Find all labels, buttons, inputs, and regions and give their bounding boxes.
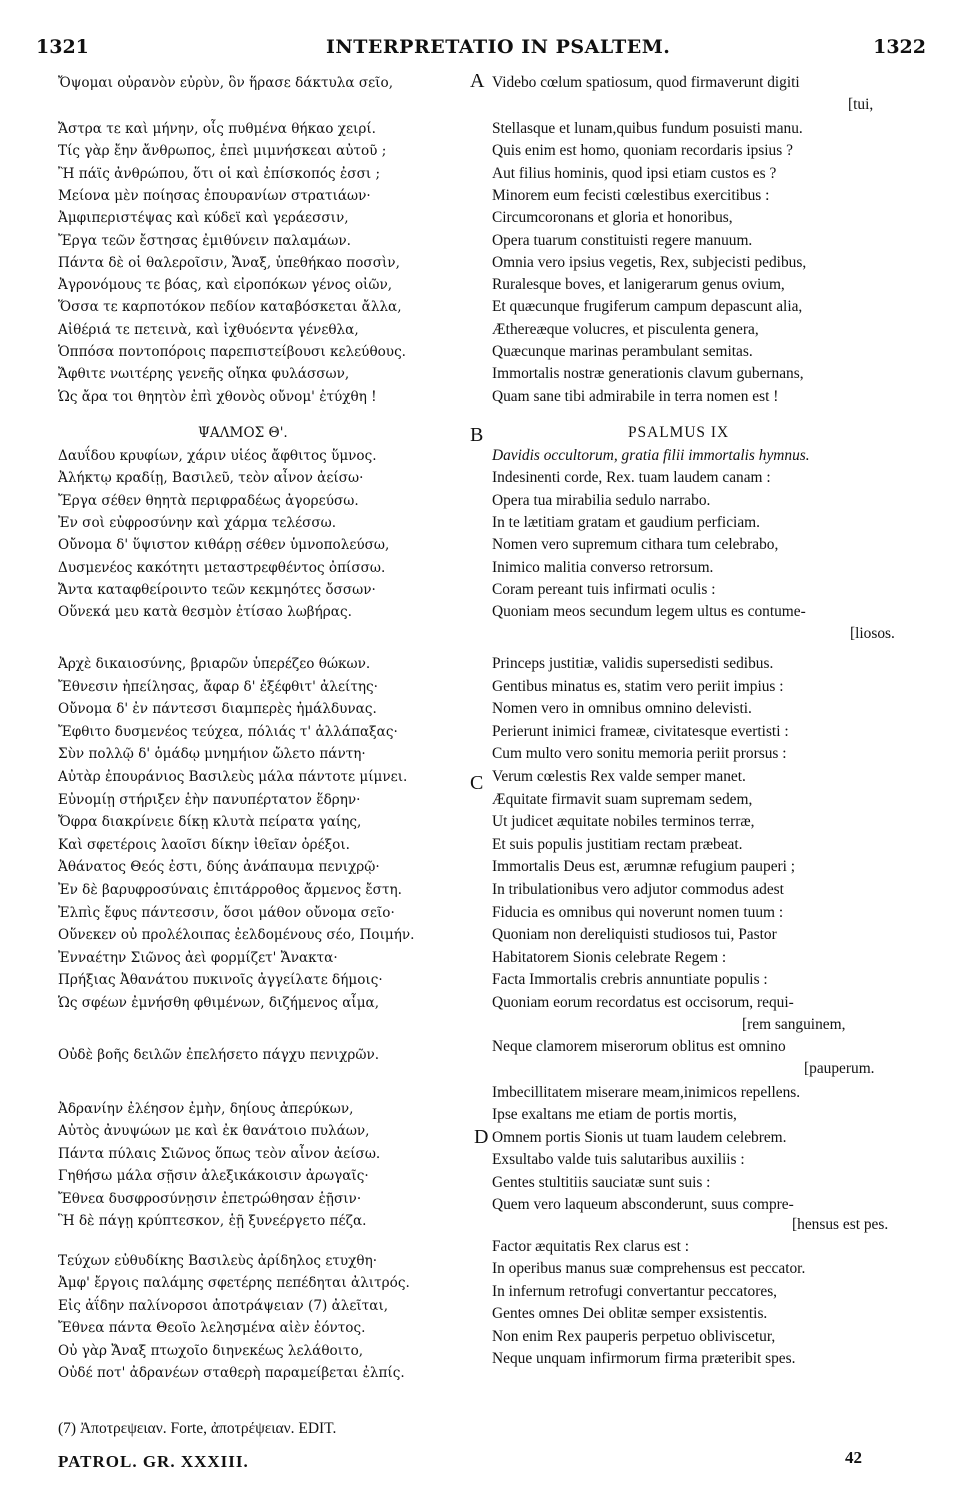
greek-line: ΨΑΛΜΟΣ Θ'.	[198, 425, 288, 441]
greek-line: Ὄψομαι οὐρανὸν εὐρὺν, ὃν ἥρασε δάκτυλα σεῖο,	[58, 75, 394, 91]
margin-marker-d: D	[474, 1126, 489, 1148]
greek-line: Εὐνομίῃ στήριξεν ἑὴν πανυπέρτατον ἕδρην·	[58, 791, 361, 808]
latin-line: Non enim Rex pauperis perpetuo obliviscetur,	[492, 1327, 776, 1345]
greek-line: Ὡς ἄρα τοι θηητὸν ἐπὶ χθονὸς οὔνομ' ἐτύχθη !	[58, 388, 377, 405]
latin-line: Neque unquam infirmorum firma præteribit spes.	[492, 1350, 796, 1367]
latin-line: Gentes stultitiis sauciatæ sunt suis :	[492, 1173, 711, 1191]
greek-line: Ἐν δὲ βαρυφροσύναις ἐπιτάρροθος ἄρμενος ἔστη.	[58, 882, 402, 898]
latin-line: Omnem portis Sionis ut tuam laudem celebrem.	[492, 1128, 787, 1146]
latin-line: Æthereæque volucres, et pisculenta genera,	[492, 320, 759, 338]
latin-line: Facta Immortalis crebris annuntiate populis :	[492, 971, 768, 989]
latin-line: Æquitate firmavit suam supremam sedem,	[492, 790, 753, 808]
greek-line: Οὐ γὰρ Ἄναξ πτωχοῖο διηνεκέως λελάθοιτο,	[58, 1342, 364, 1359]
greek-line: Δαυΐδου κρυφίων, χάριν υἱέος ἄφθιτος ὕμνος.	[58, 448, 377, 464]
latin-line: Gentes omnes Dei oblitæ semper exsistentis.	[492, 1305, 768, 1323]
greek-line: Ἐν σοὶ εὐφροσύνην καὶ χάρμα τελέσσω.	[58, 514, 337, 531]
latin-line: Exsultabo valde tuis salutaribus auxiliis :	[492, 1151, 745, 1169]
running-title: INTERPRETATIO IN PSALTEM.	[326, 36, 671, 58]
greek-line: Οὐδέ ποτ' ἀδρανέων σταθερὴ παραμείβεται ἐλπίς.	[58, 1365, 405, 1381]
greek-line: Ὁππόσα ποντοπόροις παρεπιστείβουσι κελεύθους.	[58, 344, 407, 360]
margin-marker-b: B	[470, 424, 484, 446]
greek-line: Τίς γὰρ ἔην ἄνθρωπος, ἐπεὶ μιμνήσκεαι αὐτοῦ ;	[58, 143, 387, 160]
greek-line: Τεύχων εὐθυδίκης Βασιλεὺς ἀρίδηλος ετυχθη·	[58, 1253, 378, 1269]
latin-line: Gentibus minatus es, statim vero periit impius :	[492, 677, 784, 695]
latin-line: Minorem eum fecisti cœlestibus exercitibus :	[492, 186, 770, 204]
latin-line: Quam sane tibi admirabile in terra nomen est !	[492, 387, 779, 405]
series-imprint: PATROL. GR. XXXIII.	[58, 1452, 249, 1471]
latin-line: Nomen vero in omnibus omnino delevisti.	[492, 700, 752, 718]
latin-line: PSALMUS IX	[628, 424, 730, 441]
greek-line: Ἄντα καταφθείροιντο τεῶν κεκμηότες ὄσσων·	[58, 581, 376, 598]
latin-line: Ut judicet æquitate nobiles terminos terræ,	[492, 813, 755, 831]
latin-line: [hensus est pes.	[792, 1216, 889, 1233]
latin-line: Habitatorem Sionis celebrate Regem :	[492, 948, 727, 966]
latin-line: Imbecillitatem miserare meam,inimicos repellens.	[492, 1084, 801, 1101]
latin-line: Quoniam eorum recordatus est occisorum, requi-	[492, 994, 794, 1011]
signature-number: 42	[845, 1448, 862, 1467]
greek-line: Οὕνεκεν οὐ προλέλοιπας ἐελδομένους σέο, Ποιμήν.	[58, 927, 415, 944]
greek-line: Ἀλήκτῳ κραδίῃ, Βασιλεῦ, τεὸν αἶνον ἀείσω·	[58, 470, 364, 487]
latin-line: Aut filius hominis, quod ipsi etiam custos es ?	[492, 164, 777, 182]
latin-line: Verum cœlestis Rex valde semper manet.	[492, 768, 746, 785]
greek-line: Αὐτὰρ ἐπουράνιος Βασιλεὺς μάλα πάντοτε μίμνει.	[58, 769, 408, 785]
greek-line: Ἀμφ' ἔργοις παλάμης σφετέρης πεπέδηται ἀλιτρός.	[58, 1275, 410, 1292]
greek-line: Οὔνομα δ' ἐν πάντεσσι διαμπερὲς ἠμάλδυνας.	[58, 701, 377, 718]
latin-line: Immortalis nostræ generationis clavum gubernans,	[492, 365, 804, 383]
greek-line: Μείονα μὲν ποίησας ἐπουρανίων στρατιάων·	[58, 187, 371, 204]
greek-line: Ἄστρα τε καὶ μήνην, οἷς πυθμένα θήκαο χειρί.	[58, 121, 377, 137]
greek-line: Ἀρχὲ δικαιοσύνης, βριαρῶν ὑπερέζεο θώκων.	[58, 656, 371, 672]
greek-line: Ἀγρονόμους τε βόας, καὶ εἰροπόκων γένος οἰῶν,	[58, 277, 393, 294]
latin-line: [rem sanguinem,	[742, 1016, 846, 1033]
latin-line: In operibus manus suæ comprehensus est peccator.	[492, 1260, 806, 1278]
latin-line: Videbo cœlum spatiosum, quod firmaverunt digiti	[492, 74, 800, 91]
greek-line: Ἣ δὲ πάγῃ κρύπτεσκον, ἑῇ ξυνεέργετο πέζα.	[58, 1213, 367, 1229]
latin-line: Coram pereant tuis infirmati oculis :	[492, 580, 716, 598]
greek-line: Ἔργα σέθεν θηητὰ περιφραδέως ἀγορεύσω.	[58, 492, 359, 509]
greek-line: Αὐτὸς ἀνυψώων με καὶ ἐκ θανάτοιο πυλάων,	[58, 1123, 370, 1140]
greek-line: Οὐδὲ βοῆς δειλῶν ἐπελήσετο πάγχυ πενιχρῶν.	[58, 1047, 380, 1063]
latin-line: [tui,	[848, 96, 874, 113]
latin-line: Factor æquitatis Rex clarus est :	[492, 1238, 690, 1255]
latin-line: In infernum retrofugi convertantur peccatores,	[492, 1282, 778, 1300]
greek-line: Ἔθνεα δυσφροσύνῃσιν ἐπετρώθησαν ἑῇσιν·	[58, 1190, 362, 1207]
greek-line: Ὅσσα τε καρποτόκον πεδίον καταβόσκεται ἄλλα,	[58, 299, 402, 316]
latin-line: Omnia vero ipsius vegetis, Rex, subjecisti pedibus,	[492, 253, 807, 271]
latin-line: Stellasque et lunam,quibus fundum posuisti manu.	[492, 120, 803, 137]
greek-line: Καὶ σφετέροις λαοῖσι δίκην ἰθεῖαν ὀρέξοι.	[58, 836, 351, 853]
greek-line: Αἰθέριά τε πετεινὰ, καὶ ἰχθυόεντα γένεθλα,	[58, 321, 359, 338]
latin-line: Immortalis Deus est, ærumnæ refugium pauperi ;	[492, 858, 796, 876]
latin-line: Neque clamorem miserorum oblitus est omnino	[492, 1038, 786, 1055]
latin-line: Cum multo vero sonitu memoria periit prorsus :	[492, 745, 787, 763]
latin-line: Inimico malitia converso retrorsum.	[492, 558, 714, 576]
page-header	[36, 36, 926, 66]
latin-line: Et suis populis justitiam rectam præbeat.	[492, 835, 743, 853]
greek-line: Δυσμενέος κακότητι μεταστρεφθέντος ὀπίσσω.	[58, 559, 386, 576]
latin-line: Ipse exaltans me etiam de portis mortis,	[492, 1106, 737, 1124]
latin-line: Quis enim est homo, quoniam recordaris ipsius ?	[492, 142, 793, 160]
latin-line: Quæcunque marinas perambulant semitas.	[492, 343, 753, 360]
latin-line: Princeps justitiæ, validis supersedisti sedibus.	[492, 655, 774, 672]
greek-line: Ἔφθιτο δυσμενέος τεύχεα, πόλιάς τ' ἀλλάπαξας·	[58, 723, 398, 740]
greek-line: Ἐνναέτην Σιῶνος ἀεὶ φορμίζετ' Ἄνακτα·	[58, 949, 338, 966]
footnote: (7) Ἀποτρεψειαν. Forte, ἀποτρέψειαν. EDIT.	[58, 1420, 337, 1437]
latin-line: Quoniam meos secundum legem ultus es contume-	[492, 603, 806, 621]
greek-line: Ἀδρανίην ἐλέησον ἐμὴν, δηίους ἀπερύκων,	[58, 1101, 354, 1117]
greek-line: Ἔθνεσιν ἠπείλησας, ἄφαρ δ' ἐξέφθιτ' ἀλείτης·	[58, 678, 378, 695]
greek-line: Εἰς ἀΐδην παλίνορσοι ἀποτράψειαν (7) ἀλεῖται,	[58, 1297, 389, 1314]
greek-line: Ὡς σφέων ἐμνήσθη φθιμένων, διζήμενος αἷμα,	[58, 995, 380, 1011]
greek-line: Ὄφρα διακρίνειε δίκῃ κλυτὰ πείρατα γαίης,	[58, 814, 362, 831]
page-number-left: 1321	[36, 36, 89, 58]
greek-line: Πάντα δὲ οἱ θαλεροῖσιν, Ἄναξ, ὑπεθήκαο ποσσὶν,	[58, 254, 400, 271]
latin-line: Indesinenti corde, Rex. tuam laudem canam :	[492, 469, 771, 487]
latin-line: Davidis occultorum, gratia filii immortalis hymnus.	[492, 447, 810, 464]
greek-line: Ἔθνεα πάντα Θεοῖο λελησμένα αἰὲν ἐόντος.	[58, 1320, 366, 1337]
latin-line: In tribulationibus vero adjutor commodus adest	[492, 881, 784, 898]
greek-line: Ἢ πάϊς ἀνθρώπου, ὅτι οἱ καὶ ἐπίσκοπός ἐσσι ;	[58, 165, 381, 182]
latin-line: In te lætitiam gratam et gaudium perficiam.	[492, 513, 760, 531]
latin-line: Opera tuarum constituisti regere manuum.	[492, 231, 753, 249]
latin-line: Et quæcunque frugiferum campum depascunt alia,	[492, 298, 803, 316]
greek-line: Πάντα πύλαις Σιῶνος ὅπως τεὸν αἶνον ἀείσω.	[58, 1145, 381, 1162]
margin-marker-c: C	[470, 772, 484, 794]
greek-line: Ἐλπὶς ἔφυς πάντεσσιν, ὅσοι μάθον οὔνομα σεῖο·	[58, 904, 395, 921]
greek-line: Ἔργα τεῶν ἔστησας ἐμιθύνειν παλαμάων.	[58, 232, 351, 249]
page-number-right: 1322	[873, 36, 926, 58]
latin-line: Ruralesque boves, et lanigerarum genus ovium,	[492, 276, 785, 294]
greek-line: Γηθήσω μάλα σῇσιν ἀλεξικάκοισιν ἀρωγαῖς·	[58, 1168, 369, 1185]
latin-line: Circumcoronans et gloria et honoribus,	[492, 209, 733, 227]
greek-line: Ἄφθιτε νωιτέρης γενεῆς οἴηκα φυλάσσων,	[58, 366, 350, 383]
greek-line: Οὔνομα δ' ὕψιστον κιθάρῃ σέθεν ὑμνοπολεύσω,	[58, 537, 390, 554]
greek-line: Ἀθάνατος Θεός ἐστι, δύης ἀνάπαυμα πενιχρῷ·	[58, 859, 380, 876]
latin-line: [pauperum.	[804, 1060, 875, 1077]
latin-line: Nomen vero supremum cithara tum celebrabo,	[492, 536, 779, 554]
latin-line: Fiducia es omnibus qui noverunt nomen tuum :	[492, 903, 784, 921]
greek-line: Σὺν πολλῷ δ' ὁμάδῳ μνημήιον ὤλετο πάντη·	[58, 746, 366, 763]
latin-line: Perierunt inimici frameæ, civitatesque evertisti :	[492, 722, 789, 740]
latin-line: Quoniam non dereliquisti studiosos tui, Pastor	[492, 926, 777, 944]
greek-line: Πρήξιας Ἀθανάτου πυκινοῖς ἀγγείλατε δήμοις·	[58, 972, 383, 989]
greek-line: Ἀμφιπεριστέψας καὶ κύδεϊ καὶ γεράεσσιν,	[58, 210, 349, 227]
margin-marker-a: A	[470, 70, 485, 92]
greek-line: Οὕνεκά μευ κατὰ θεσμὸν ἐτίσαο λωβήρας.	[58, 604, 352, 621]
latin-line: Opera tua mirabilia sedulo narrabo.	[492, 491, 711, 509]
latin-line: [liosos.	[850, 625, 895, 642]
latin-line: Quem vero laqueum absconderunt, suus compre-	[492, 1196, 794, 1213]
